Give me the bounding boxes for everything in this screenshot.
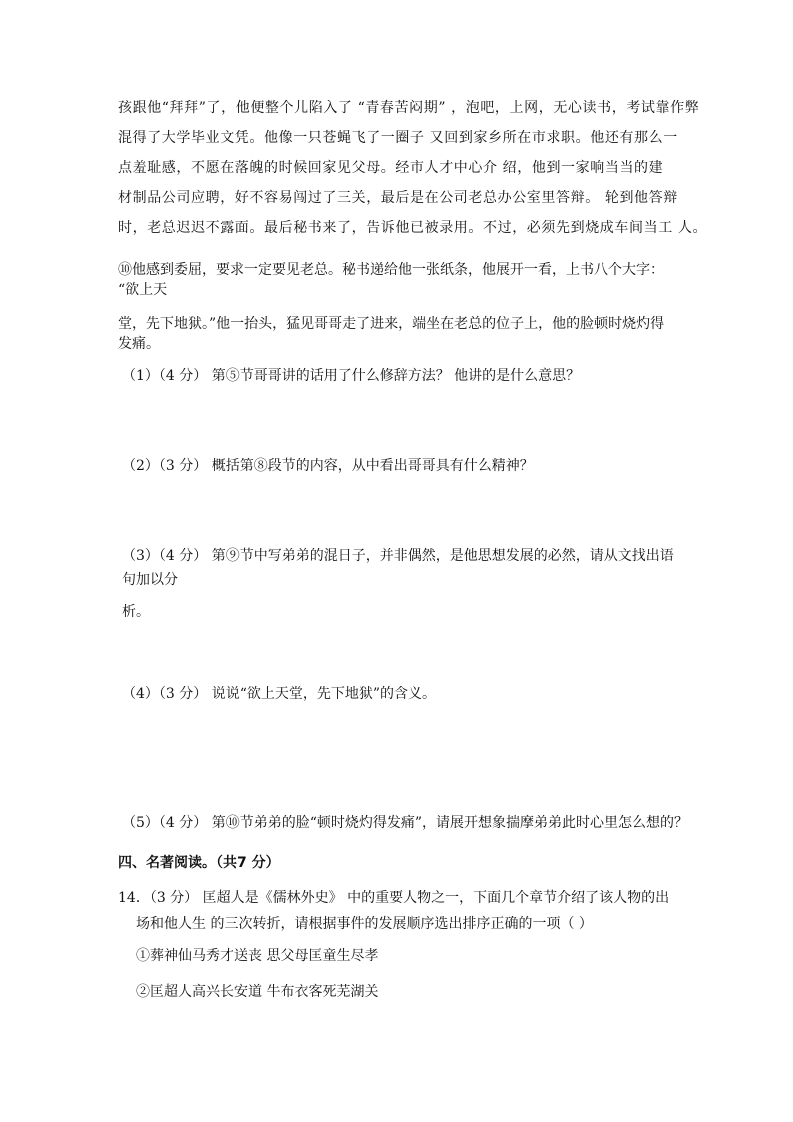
- section-4-heading: 四、名著阅读。（共7 分）: [118, 855, 280, 871]
- option-2: ②匡超人高兴长安道 牛布衣客死芜湖关: [136, 984, 379, 1000]
- question-3-line-1: （3）（4 分） 第⑨节中写弟弟的混日子，并非偶然，是他思想发展的必然，请从文找出语: [122, 548, 674, 564]
- question-1: （1）（4 分） 第⑤节哥哥讲的话用了什么修辞方法？ 他讲的是什么意思？: [122, 368, 581, 384]
- question-3-line-3: 析。: [122, 604, 150, 620]
- question-4: （4）（3 分） 说说“欲上天堂，先下地狱”的含义。: [122, 686, 437, 702]
- question-14-line-1: 14．（3 分） 匡超人是《儒林外史》 中的重要人物之一，下面几个章节介绍了该人物的出: [118, 890, 670, 906]
- passage-line-2: 混得了大学毕业文凭。他像一只苍蝇飞了一圈子 又回到家乡所在市求职。他还有那么一: [118, 130, 678, 146]
- question-14-line-2: 场和他人生 的三次转折，请根据事件的发展顺序选出排序正确的一项（ ）: [136, 916, 593, 932]
- question-5: （5）（4 分） 第⑩节弟弟的脸“顿时烧灼得发痛”，请展开想象揣摩弟弟此时心里怎么想的？: [122, 815, 689, 831]
- passage-line-5: 时，老总迟迟不露面。最后秘书来了，告诉他已被录用。不过，必须先到烧成车间当工 人。: [118, 220, 708, 236]
- option-1: ①葬神仙马秀才送丧 思父母匡童生尽孝: [136, 948, 379, 964]
- passage-line-3: 点羞耻感，不愿在落魄的时候回家见父母。经市人才中心介 绍，他到一家响当当的建: [118, 160, 664, 176]
- question-3-line-2: 句加以分: [122, 572, 178, 588]
- para10-line-3: 堂，先下地狱。”他一抬头，猛见哥哥走了进来，端坐在老总的位子上，他的脸顿时烧灼得: [118, 316, 665, 332]
- question-2: （2）（3 分） 概括第⑧段节的内容，从中看出哥哥具有什么精神？: [122, 458, 534, 474]
- passage-line-1: 孩跟他“拜拜”了，他便整个儿陷入了 “青春苦闷期” ，泡吧，上网，无心读书，考试靠作弊: [118, 100, 700, 116]
- passage-line-4: 材制品公司应聘，好不容易闯过了三关，最后是在公司老总办公室里答辩。 轮到他答辩: [118, 190, 678, 206]
- para10-line-2: “欲上天: [118, 282, 168, 298]
- para10-line-4: 发痛。: [118, 336, 160, 352]
- para10-line-1: ⑩他感到委屈，要求一定要见老总。秘书递给他一张纸条，他展开一看，上书八个大字：: [118, 262, 664, 278]
